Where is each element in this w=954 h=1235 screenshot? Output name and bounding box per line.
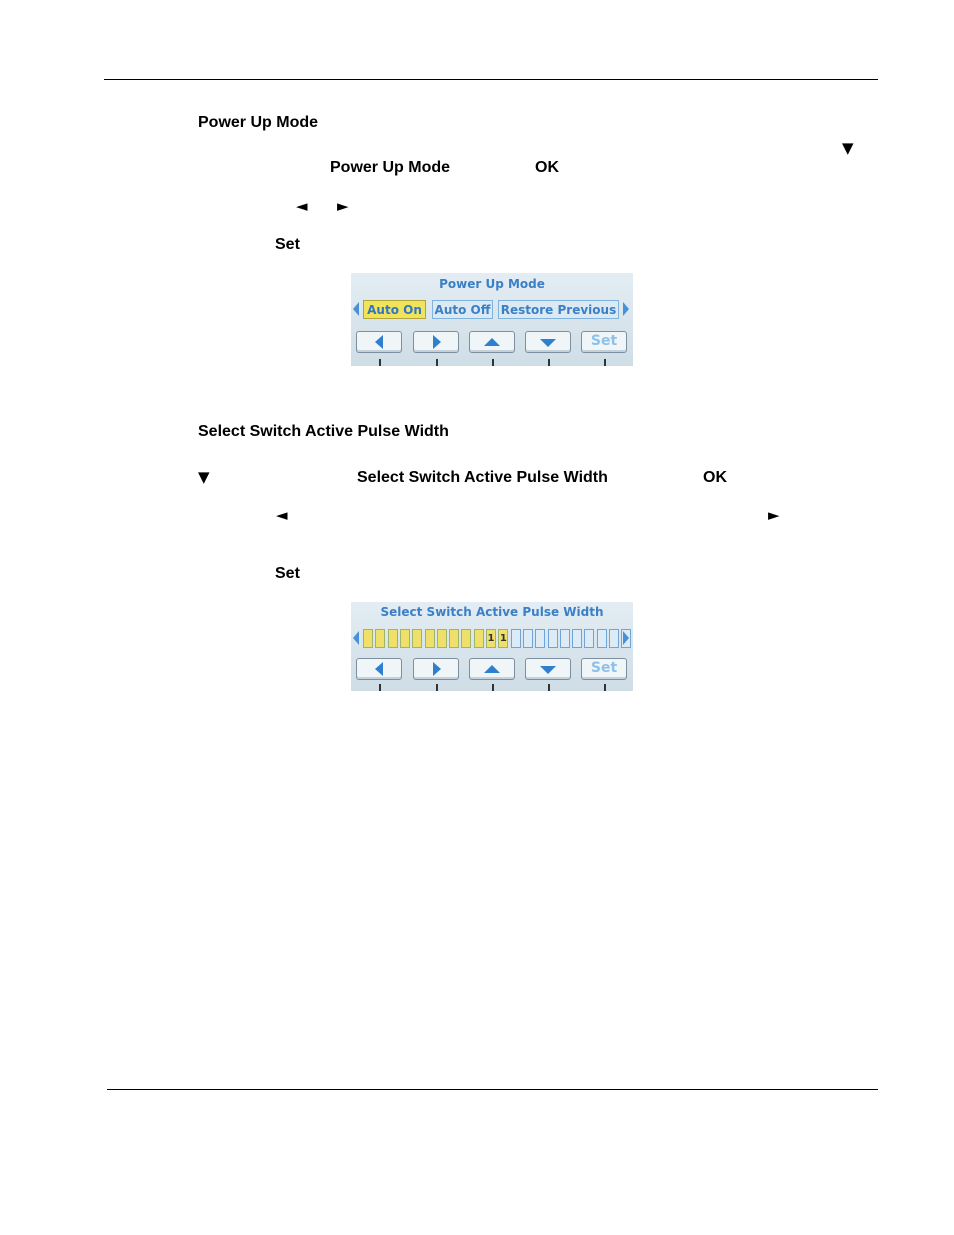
pulse-width-cell	[425, 629, 435, 648]
ok-label: OK	[703, 469, 727, 486]
pulse-width-cell	[412, 629, 422, 648]
pulse-width-cell	[511, 629, 521, 648]
down-arrow-glyph: ▼	[842, 139, 854, 157]
scroll-left-icon	[353, 631, 359, 645]
left-arrow-glyph: ◄	[276, 506, 288, 524]
down-arrow-icon	[540, 666, 556, 674]
button-tick	[492, 359, 494, 366]
section-heading-pulse-width: Select Switch Active Pulse Width	[198, 423, 449, 440]
set-label: Set	[275, 236, 300, 253]
right-arrow-glyph: ►	[768, 506, 780, 524]
menu-name-power-up-mode: Power Up Mode	[330, 159, 451, 176]
up-button[interactable]	[469, 658, 515, 680]
pulse-width-cell	[548, 629, 558, 648]
pulse-width-cell	[560, 629, 570, 648]
left-arrow-icon	[375, 335, 383, 349]
down-button[interactable]	[525, 658, 571, 680]
up-arrow-icon	[484, 338, 500, 346]
pulse-width-cell	[437, 629, 447, 648]
menu-name-pulse-width: Select Switch Active Pulse Width	[357, 469, 608, 486]
pulse-width-cell	[523, 629, 533, 648]
pulse-width-cell	[474, 629, 484, 648]
screen-title: Select Switch Active Pulse Width	[380, 605, 604, 619]
screen-title: Power Up Mode	[439, 277, 545, 291]
button-tick	[548, 684, 550, 691]
set-label: Set	[275, 565, 300, 582]
button-tick	[604, 684, 606, 691]
down-arrow-glyph: ▼	[198, 468, 210, 486]
scroll-left-icon	[353, 302, 359, 316]
section-heading-power-up-mode: Power Up Mode	[198, 114, 319, 131]
set-button[interactable]	[581, 331, 627, 353]
up-button[interactable]	[469, 331, 515, 353]
left-arrow-glyph: ◄	[296, 197, 308, 215]
set-button[interactable]	[581, 658, 627, 680]
button-tick	[604, 359, 606, 366]
pulse-width-cell	[400, 629, 410, 648]
option-auto-off[interactable]: Auto Off	[432, 300, 493, 319]
set-button-label: Set	[590, 660, 618, 676]
footer-rule	[107, 1089, 878, 1090]
button-tick	[379, 359, 381, 366]
pulse-width-cell: 1	[498, 629, 508, 648]
pulse-width-cell	[535, 629, 545, 648]
right-button[interactable]	[413, 331, 459, 353]
pulse-width-cell	[461, 629, 471, 648]
down-button[interactable]	[525, 331, 571, 353]
pulse-width-cell	[572, 629, 582, 648]
power-up-mode-screen	[351, 273, 633, 366]
pulse-width-cell	[584, 629, 594, 648]
scroll-right-icon	[623, 631, 629, 645]
option-auto-on[interactable]: Auto On	[363, 300, 426, 319]
pulse-width-cell	[449, 629, 459, 648]
pulse-width-cell	[388, 629, 398, 648]
left-button[interactable]	[356, 331, 402, 353]
pulse-width-cell	[363, 629, 373, 648]
down-arrow-icon	[540, 339, 556, 347]
left-button[interactable]	[356, 658, 402, 680]
header-rule	[104, 79, 878, 80]
left-arrow-icon	[375, 662, 383, 676]
button-tick	[436, 684, 438, 691]
option-restore-previous[interactable]: Restore Previous	[498, 300, 619, 319]
right-arrow-icon	[433, 662, 441, 676]
up-arrow-icon	[484, 665, 500, 673]
right-arrow-icon	[433, 335, 441, 349]
right-button[interactable]	[413, 658, 459, 680]
set-button-label: Set	[590, 333, 618, 349]
button-tick	[492, 684, 494, 691]
button-tick	[379, 684, 381, 691]
pulse-width-cell	[375, 629, 385, 648]
pulse-width-screen	[351, 602, 633, 691]
pulse-width-cell: 1	[486, 629, 496, 648]
pulse-width-cell	[609, 629, 619, 648]
button-tick	[436, 359, 438, 366]
ok-label: OK	[535, 159, 559, 176]
scroll-right-icon	[623, 302, 629, 316]
right-arrow-glyph: ►	[337, 197, 349, 215]
button-tick	[548, 359, 550, 366]
pulse-width-cell	[597, 629, 607, 648]
